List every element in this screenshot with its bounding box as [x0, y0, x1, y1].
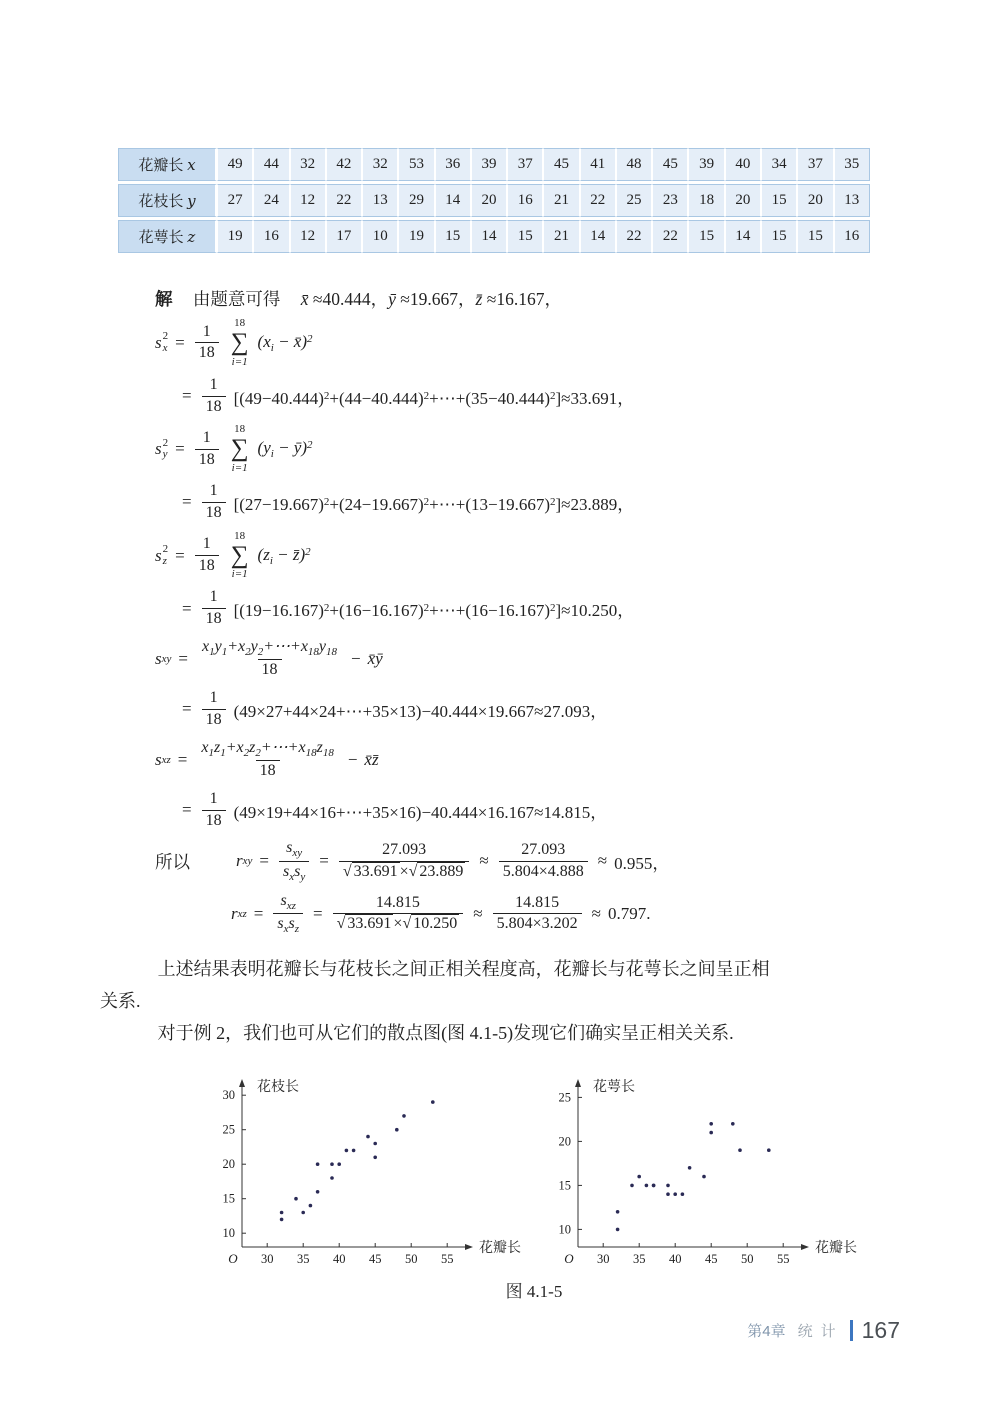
svg-text:O: O: [228, 1250, 238, 1266]
table-cell: 35: [834, 148, 870, 181]
table-cell: 10: [362, 220, 398, 253]
svg-text:55: 55: [440, 1251, 454, 1266]
svg-text:35: 35: [296, 1251, 310, 1266]
solve-label: 解: [155, 289, 173, 309]
table-cell: 17: [326, 220, 362, 253]
svg-text:10: 10: [558, 1222, 571, 1237]
footer-section: 统计: [797, 1323, 844, 1340]
formula-rxz: r xz = $\frac{s_{xz}}{s_xs_z}$ = $\frac{14.815}{√ 33.691 \times√ 10.250}$ ≈ $\frac{14.815}{5.804\times 3.202}$ ≈ 0.797.: [231, 892, 651, 936]
table-cell: 19: [398, 220, 434, 253]
table-cell: 22: [580, 184, 616, 217]
formula-sxz-expansion: = $\frac{1}{18}$ (49×19+44×16+⋯+35×16)−40.444×16.167≈14.815，: [180, 789, 900, 832]
table-cell: 29: [398, 184, 434, 217]
table-cell: 22: [326, 184, 362, 217]
formula-sz2-def: s 2 z = $\frac{1}{18}$ 18 ∑ i=1 ($z_i$ − z̄)$^2$: [155, 529, 311, 581]
table-cell: 37: [507, 148, 543, 181]
svg-text:30: 30: [222, 1087, 235, 1102]
table-cell: 15: [797, 220, 833, 253]
row-label: 花萼长 z: [118, 220, 217, 253]
table-cell: 45: [652, 148, 688, 181]
svg-text:20: 20: [558, 1134, 571, 1149]
table-cell: 22: [652, 220, 688, 253]
formula-sy2-def: s 2 y = $\frac{1}{18}$ 18 ∑ i=1 ($y_i$ − ȳ)$^2$: [155, 423, 313, 475]
table-cell: 53: [398, 148, 434, 181]
table-cell: 14: [471, 220, 507, 253]
formula-sxz-def: s xz = $\frac{x_1z_1+x_2z_2+\cdots+x_{18}z_{18}}{18}$ − x̄z̄: [155, 738, 900, 782]
table-cell: 14: [580, 220, 616, 253]
svg-text:35: 35: [632, 1251, 646, 1266]
paragraph-conclusion-line1: 上述结果表明花瓣长与花枝长之间正相关程度高，花瓣长与花萼长之间呈正相: [157, 958, 770, 979]
table-cell: 34: [761, 148, 797, 181]
formula-sy2-expansion: = $\frac{1}{18}$ $[(27-19.667)^2+(24-19.667)^2+\cdots+(13-19.667)^2]\approx 23.889$，: [180, 481, 900, 524]
paragraph-example-note: 对于例 2，我们也可从它们的散点图(图 4.1-5)发现它们确实呈正相关关系.: [157, 1022, 734, 1043]
sum-symbol: 18 ∑ i=1: [230, 529, 249, 581]
svg-text:10: 10: [222, 1225, 235, 1240]
sum-symbol: 18 ∑ i=1: [230, 317, 249, 368]
svg-text:45: 45: [704, 1251, 718, 1266]
svg-text:花瓣长: 花瓣长: [479, 1240, 521, 1256]
svg-text:15: 15: [222, 1191, 235, 1206]
svg-text:45: 45: [368, 1251, 382, 1266]
means-values: x̄ ≈40.444，ȳ ≈19.667，z̄ ≈16.167，: [300, 289, 562, 309]
table-cell: 48: [616, 148, 652, 181]
table-cell: 27: [217, 184, 253, 217]
svg-text:花萼长: 花萼长: [593, 1079, 635, 1095]
table-cell: 15: [435, 220, 471, 253]
table-cell: 23: [652, 184, 688, 217]
formula-sz2-expansion: = $\frac{1}{18}$ $[(19-16.167)^2+(16-16.167)^2+\cdots+(16-16.167)^2]\approx 10.250$，: [180, 587, 900, 630]
row-label: 花瓣长 x: [118, 148, 217, 181]
table-cell: 15: [507, 220, 543, 253]
table-cell: 39: [688, 148, 724, 181]
svg-text:40: 40: [668, 1251, 682, 1266]
table-cell: 20: [797, 184, 833, 217]
footer-chapter: 第4章: [747, 1323, 786, 1340]
data-table-body: [118, 148, 870, 253]
table-cell: 44: [253, 148, 289, 181]
table-cell: 21: [543, 184, 579, 217]
svg-text:25: 25: [558, 1090, 571, 1105]
svg-text:55: 55: [776, 1251, 790, 1266]
table-cell: 45: [543, 148, 579, 181]
table-cell: 40: [725, 148, 761, 181]
table-cell: 49: [217, 148, 253, 181]
formula-rxy: 所以 r xy = $\frac{s_{xy}}{s_xs_y}$ = $\frac{27.093}{√ 33.691 \times√ 23.889}$ ≈ $\frac{27.093}{5.804\times 4.888}$ ≈ 0.955，: [155, 839, 670, 883]
page-footer: [747, 1317, 900, 1344]
table-cell: 18: [688, 184, 724, 217]
svg-text:25: 25: [222, 1122, 235, 1137]
scatter-plot-petal-branch: [200, 1071, 532, 1271]
solution-block: [100, 286, 900, 937]
svg-text:50: 50: [404, 1251, 418, 1266]
table-row: [118, 148, 870, 181]
table-cell: 32: [290, 148, 326, 181]
table-cell: 24: [253, 184, 289, 217]
table-cell: 15: [688, 220, 724, 253]
table-cell: 39: [471, 148, 507, 181]
row-label: 花枝长 y: [118, 184, 217, 217]
body-paragraphs: [100, 953, 900, 1049]
table-cell: 36: [435, 148, 471, 181]
table-cell: 12: [290, 184, 326, 217]
table-cell: 13: [834, 184, 870, 217]
table-cell: 16: [253, 220, 289, 253]
table-cell: 13: [362, 184, 398, 217]
scatter-plot-petal-sepal: [536, 1071, 868, 1271]
table-row: [118, 184, 870, 217]
table-cell: 16: [834, 220, 870, 253]
table-cell: 14: [725, 220, 761, 253]
table-cell: 20: [725, 184, 761, 217]
scatter-charts: [200, 1071, 900, 1271]
table-cell: 16: [507, 184, 543, 217]
svg-text:15: 15: [558, 1178, 571, 1193]
table-cell: 41: [580, 148, 616, 181]
svg-text:40: 40: [332, 1251, 346, 1266]
table-cell: 20: [471, 184, 507, 217]
svg-text:30: 30: [596, 1251, 610, 1266]
table-cell: 22: [616, 220, 652, 253]
svg-text:50: 50: [740, 1251, 754, 1266]
page-number: 167: [861, 1317, 900, 1343]
table-cell: 32: [362, 148, 398, 181]
paragraph-conclusion-line2: 关系.: [100, 990, 141, 1011]
formula-sxy-def: s xy = $\frac{x_1y_1+x_2y_2+\cdots+x_{18}y_{18}}{18}$ − x̄ȳ: [155, 637, 900, 681]
formula-sxy-expansion: = $\frac{1}{18}$ (49×27+44×24+⋯+35×13)−40.444×19.667≈27.093，: [180, 688, 900, 731]
svg-text:20: 20: [222, 1156, 235, 1171]
table-cell: 37: [797, 148, 833, 181]
table-cell: 15: [761, 220, 797, 253]
table-cell: 19: [217, 220, 253, 253]
table-row: [118, 220, 870, 253]
figure-caption: 图 4.1-5: [505, 1281, 563, 1301]
data-table: [118, 145, 870, 256]
table-cell: 14: [435, 184, 471, 217]
formula-sx2-expansion: = $\frac{1}{18}$ $[(49-40.444)^2+(44-40.444)^2+\cdots+(35-40.444)^2]\approx 33.691$，: [180, 375, 900, 418]
solution-intro-line: [155, 286, 900, 311]
table-cell: 12: [290, 220, 326, 253]
table-cell: 21: [543, 220, 579, 253]
svg-text:花枝长: 花枝长: [257, 1079, 299, 1095]
svg-text:花瓣长: 花瓣长: [815, 1240, 857, 1256]
solution-intro-text: 由题意可得: [192, 289, 281, 309]
table-cell: 25: [616, 184, 652, 217]
suoyi-label: 所以: [155, 851, 190, 872]
svg-text:O: O: [564, 1250, 574, 1266]
svg-text:30: 30: [260, 1251, 274, 1266]
table-cell: 15: [761, 184, 797, 217]
table-cell: 42: [326, 148, 362, 181]
formula-sx2-def: s 2 x = $\frac{1}{18}$ 18 ∑ i=1 ($x_i$ − x̄)$^2$: [155, 317, 313, 368]
sum-symbol: 18 ∑ i=1: [230, 423, 249, 475]
footer-divider: [850, 1320, 853, 1341]
